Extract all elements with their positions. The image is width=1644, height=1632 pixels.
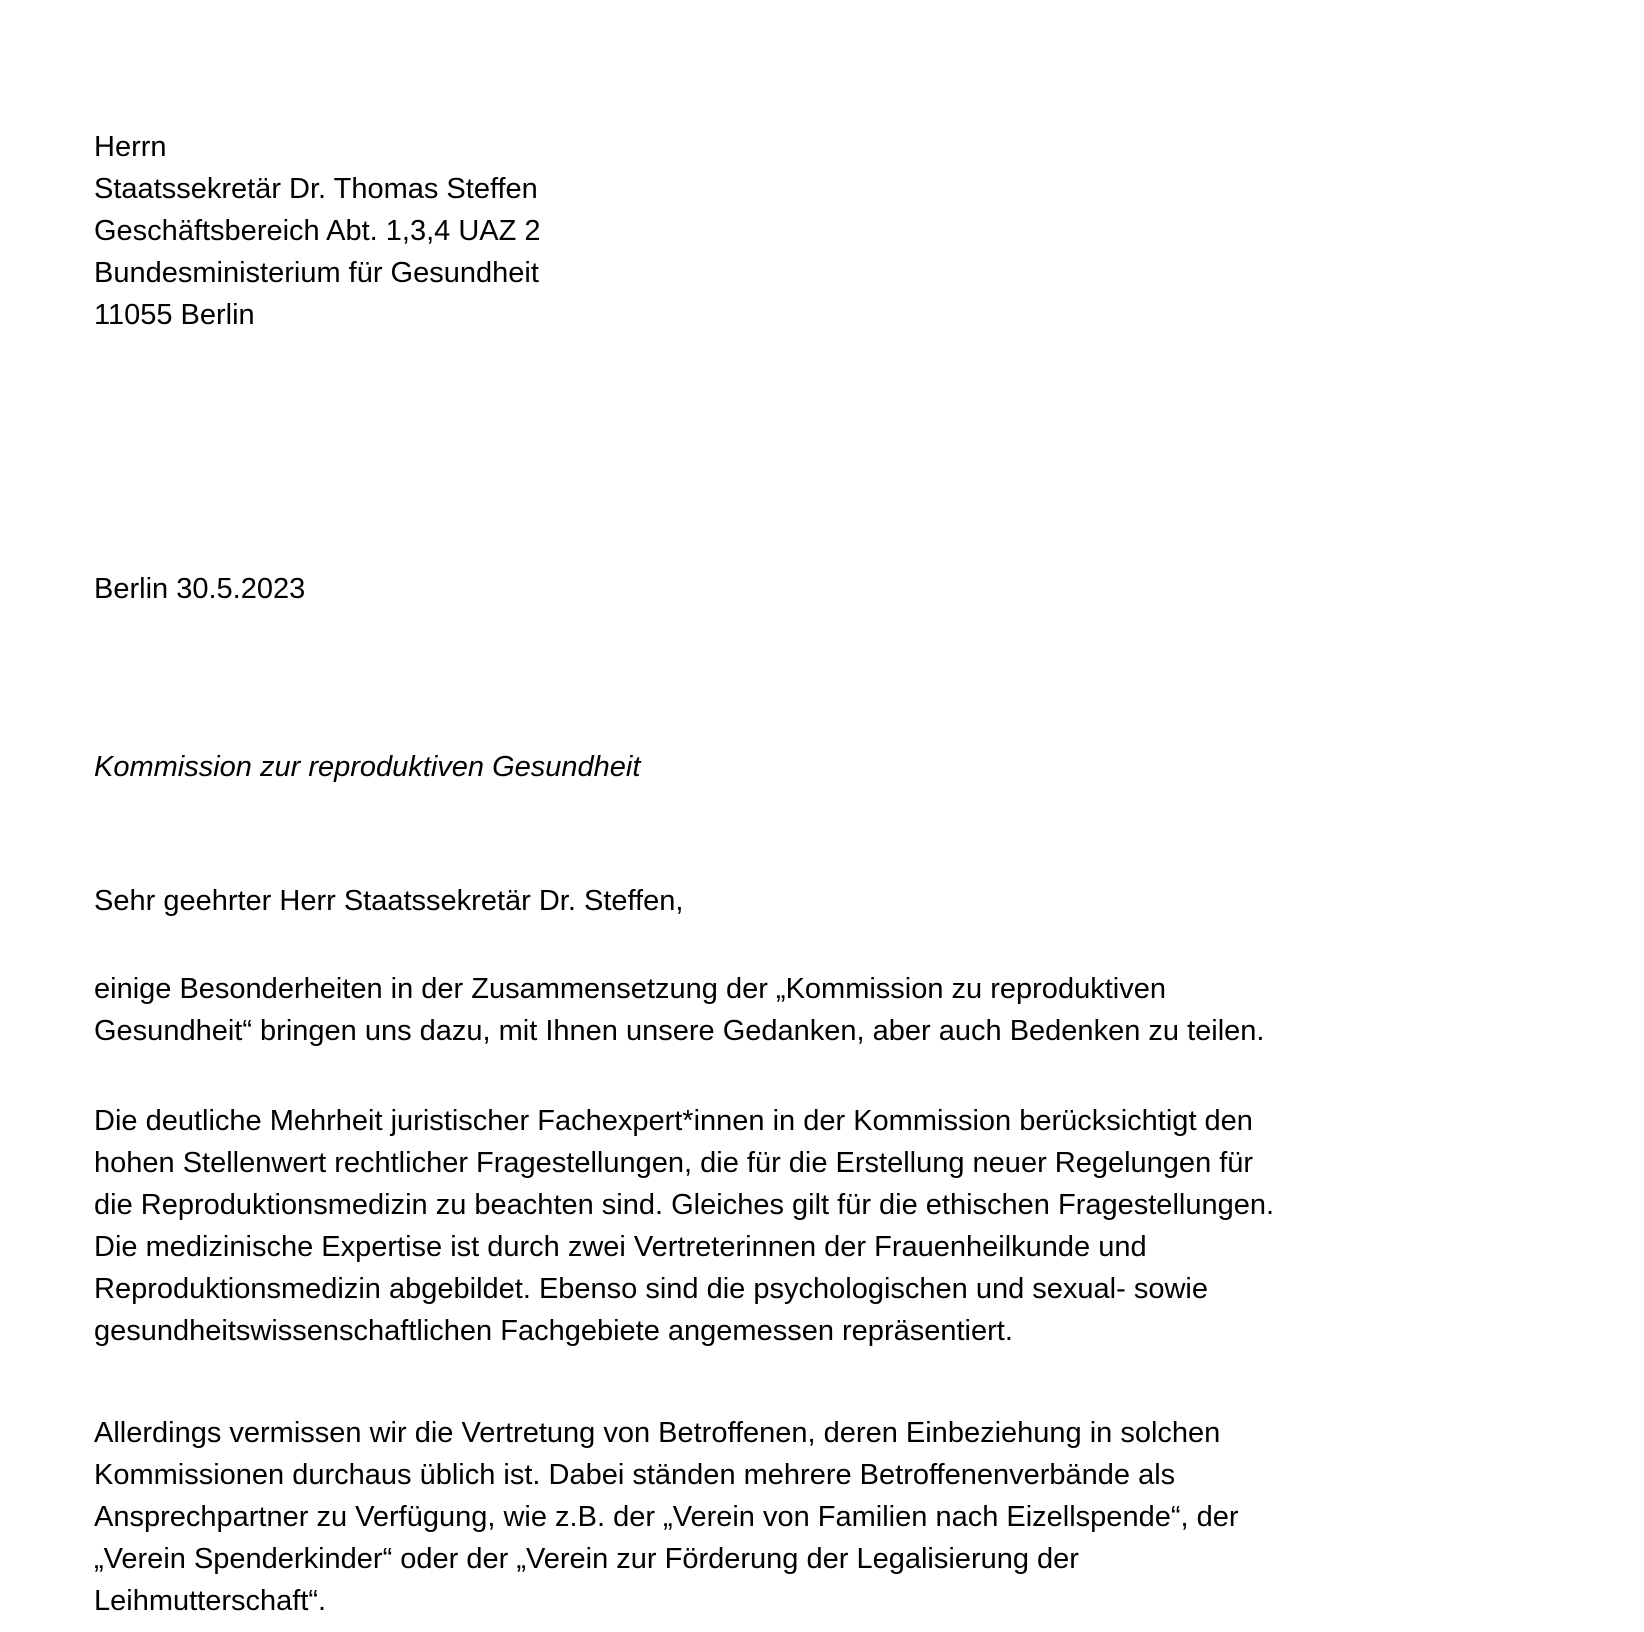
paragraph-line: hohen Stellenwert rechtlicher Fragestellungen, die für die Erstellung neuer Regelungen für [94, 1147, 1254, 1179]
body-paragraph-1 [94, 968, 1474, 1052]
paragraph-line: Ansprechpartner zu Verfügung, wie z.B. der „Verein von Familien nach Eizellspende“, der [94, 1501, 1239, 1533]
paragraph-line: Reproduktionsmedizin abgebildet. Ebenso sind die psychologischen und sexual- sowie [94, 1273, 1208, 1305]
paragraph-line: die Reproduktionsmedizin zu beachten sind. Gleiches gilt für die ethischen Fragestellungen. [94, 1189, 1275, 1221]
paragraph-line: gesundheitswissenschaftlichen Fachgebiete angemessen repräsentiert. [94, 1315, 1013, 1347]
salutation [94, 880, 1474, 922]
recipient-line: Herrn [94, 131, 167, 163]
body-paragraph-3 [94, 1412, 1474, 1622]
place-date [94, 568, 1474, 610]
paragraph-line: „Verein Spenderkinder“ oder der „Verein zur Förderung der Legalisierung der [94, 1543, 1079, 1575]
body-paragraph-2 [94, 1100, 1474, 1352]
paragraph-line: Die deutliche Mehrheit juristischer Fachexpert*innen in der Kommission berücksichtigt den [94, 1105, 1253, 1137]
recipient-line: Geschäftsbereich Abt. 1,3,4 UAZ 2 [94, 215, 541, 247]
paragraph-line: Gesundheit“ bringen uns dazu, mit Ihnen unsere Gedanken, aber auch Bedenken zu teilen. [94, 1015, 1265, 1047]
paragraph-line: Kommissionen durchaus üblich ist. Dabei ständen mehrere Betroffenenverbände als [94, 1459, 1176, 1491]
place-date-text: Berlin 30.5.2023 [94, 573, 306, 605]
recipient-line: Bundesministerium für Gesundheit [94, 257, 539, 289]
recipient-line: 11055 Berlin [94, 299, 255, 331]
recipient-line: Staatssekretär Dr. Thomas Steffen [94, 173, 538, 205]
paragraph-line: Allerdings vermissen wir die Vertretung von Betroffenen, deren Einbeziehung in solchen [94, 1417, 1221, 1449]
paragraph-line: einige Besonderheiten in der Zusammensetzung der „Kommission zu reproduktiven [94, 973, 1166, 1005]
salutation-text: Sehr geehrter Herr Staatssekretär Dr. Steffen, [94, 885, 684, 917]
paragraph-line: Die medizinische Expertise ist durch zwei Vertreterinnen der Frauenheilkunde und [94, 1231, 1147, 1263]
paragraph-line: Leihmutterschaft“. [94, 1585, 327, 1617]
recipient-address [94, 126, 1474, 336]
subject-text: Kommission zur reproduktiven Gesundheit [94, 751, 641, 783]
subject-line [94, 746, 1474, 788]
